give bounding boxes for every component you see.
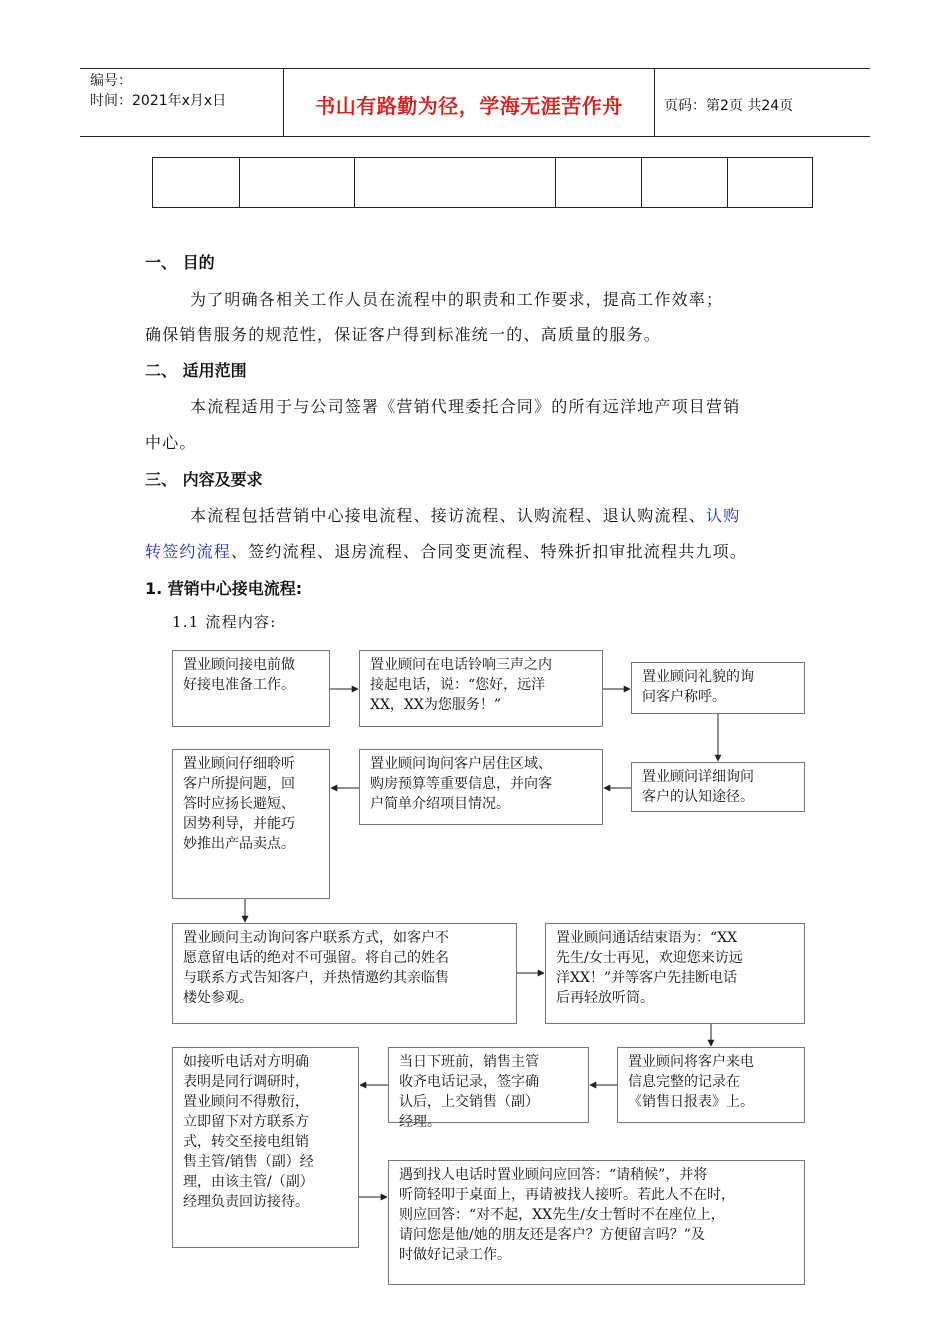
doc-number-label: 编号： [90, 73, 132, 89]
flow-text: 客户的认知途径。 [642, 789, 754, 805]
paragraph-text: 本流程包括营销中心接电流程、接访流程、认购流程、退认购流程、 [190, 506, 707, 525]
paragraph-text: 、签约流程、退房流程、合同变更流程、特殊折扣审批流程共九项。 [231, 542, 748, 561]
paragraph-line: 本流程适用于与公司签署《营销代理委托合同》的所有远洋地产项目营销 [190, 397, 741, 416]
flow-text: 表明是同行调研时， [183, 1074, 309, 1090]
flow-text: 时做好记录工作。 [399, 1247, 511, 1263]
subsection-heading: 1. 营销中心接电流程: [145, 579, 303, 598]
flow-text: 置业顾问详细询问 [642, 769, 754, 785]
flow-text: 与联系方式告知客户，并热情邀约其亲临售 [183, 970, 449, 986]
flow-text: 则应回答：“对不起，XX先生/女士暂时不在座位上， [399, 1207, 725, 1223]
flow-text: 洋XX！”并等客户先挂断电话 [556, 970, 738, 986]
flow-text: 认后，上交销售（副） [399, 1094, 539, 1110]
flow-text: 妙推出产品卖点。 [183, 836, 295, 852]
flow-text: 后再轻放听筒。 [556, 990, 654, 1006]
flow-text: 请问您是他/她的朋友还是客户？方便留言吗？”及 [399, 1227, 705, 1243]
flow-text: 遇到找人电话时置业顾问应回答：“请稍候”，并将 [399, 1167, 708, 1183]
header-motto: 书山有路勤为径，学海无涯苦作舟 [315, 94, 623, 118]
flow-text: 愿意留电话的绝对不可强留。将自己的姓名 [183, 950, 449, 966]
section-heading-content: 三、 内容及要求 [145, 470, 263, 489]
flow-text: 楼处参观。 [183, 990, 253, 1006]
flow-text: 收齐电话记录，签字确 [399, 1074, 539, 1090]
flow-text: 好接电准备工作。 [183, 677, 295, 693]
flow-text: 问客户称呼。 [642, 689, 726, 705]
flow-text: 户简单介绍项目情况。 [370, 796, 510, 812]
flow-text: 先生/女士再见，欢迎您来访远 [556, 950, 743, 966]
flow-text: 置业顾问询问客户居住区域、 [370, 756, 552, 772]
flow-text: 式，转交至接电组销 [183, 1134, 309, 1150]
flow-text: 置业顾问仔细聆听 [183, 756, 295, 772]
flow-text: 置业顾问接电前做 [183, 657, 295, 673]
process-link[interactable]: 转签约流程 [145, 542, 232, 561]
flow-text: 答时应扬长避短、 [183, 796, 295, 812]
section-heading-purpose: 一、 目的 [145, 253, 215, 272]
flow-text: 如接听电话对方明确 [183, 1054, 309, 1070]
flow-text: 因势利导，并能巧 [183, 816, 295, 832]
flow-text: 置业顾问在电话铃响三声之内 [370, 657, 552, 673]
flow-text: 接起电话，说：“您好，远洋 [370, 677, 546, 693]
flow-text: 立即留下对方联系方 [183, 1114, 309, 1130]
flow-text: 听筒轻叩于桌面上，再请被找人接听。若此人不在时， [399, 1187, 735, 1203]
paragraph-line: 为了明确各相关工作人员在流程中的职责和工作要求，提高工作效率； [190, 290, 724, 309]
section-heading-scope: 二、 适用范围 [145, 361, 247, 380]
flow-text: 客户所提问题，回 [183, 776, 295, 792]
flow-text: 《销售日报表》上。 [628, 1094, 754, 1110]
flow-text: 经理负责回访接待。 [183, 1194, 309, 1210]
flow-text: 置业顾问不得敷衍， [183, 1094, 309, 1110]
flow-text: 当日下班前，销售主管 [399, 1054, 539, 1070]
flow-text: 售主管/销售（副）经 [183, 1154, 314, 1170]
flow-text: 置业顾问将客户来电 [628, 1054, 754, 1070]
flow-text: 置业顾问通话结束语为：“XX [556, 930, 738, 946]
process-link[interactable]: 认购 [706, 506, 741, 525]
flow-text: 置业顾问主动询问客户联系方式，如客户不 [183, 930, 449, 946]
flow-text: 经理。 [399, 1114, 441, 1130]
flow-text: 置业顾问礼貌的询 [642, 669, 754, 685]
doc-date: 时间：2021年x月x日 [90, 93, 227, 109]
flow-text: 信息完整的记录在 [628, 1074, 740, 1090]
flow-text: 理，由该主管/（副） [183, 1174, 314, 1190]
flow-text: 购房预算等重要信息，并向客 [370, 776, 552, 792]
flow-text: XX，XX为您服务！” [370, 697, 502, 713]
paragraph-line: 确保销售服务的规范性，保证客户得到标准统一的、高质量的服务。 [145, 325, 662, 344]
paragraph-line: 中心。 [145, 433, 197, 452]
subsection-heading: 1.1 流程内容: [172, 613, 277, 631]
page-number: 页码：第2页 共24页 [664, 98, 794, 114]
